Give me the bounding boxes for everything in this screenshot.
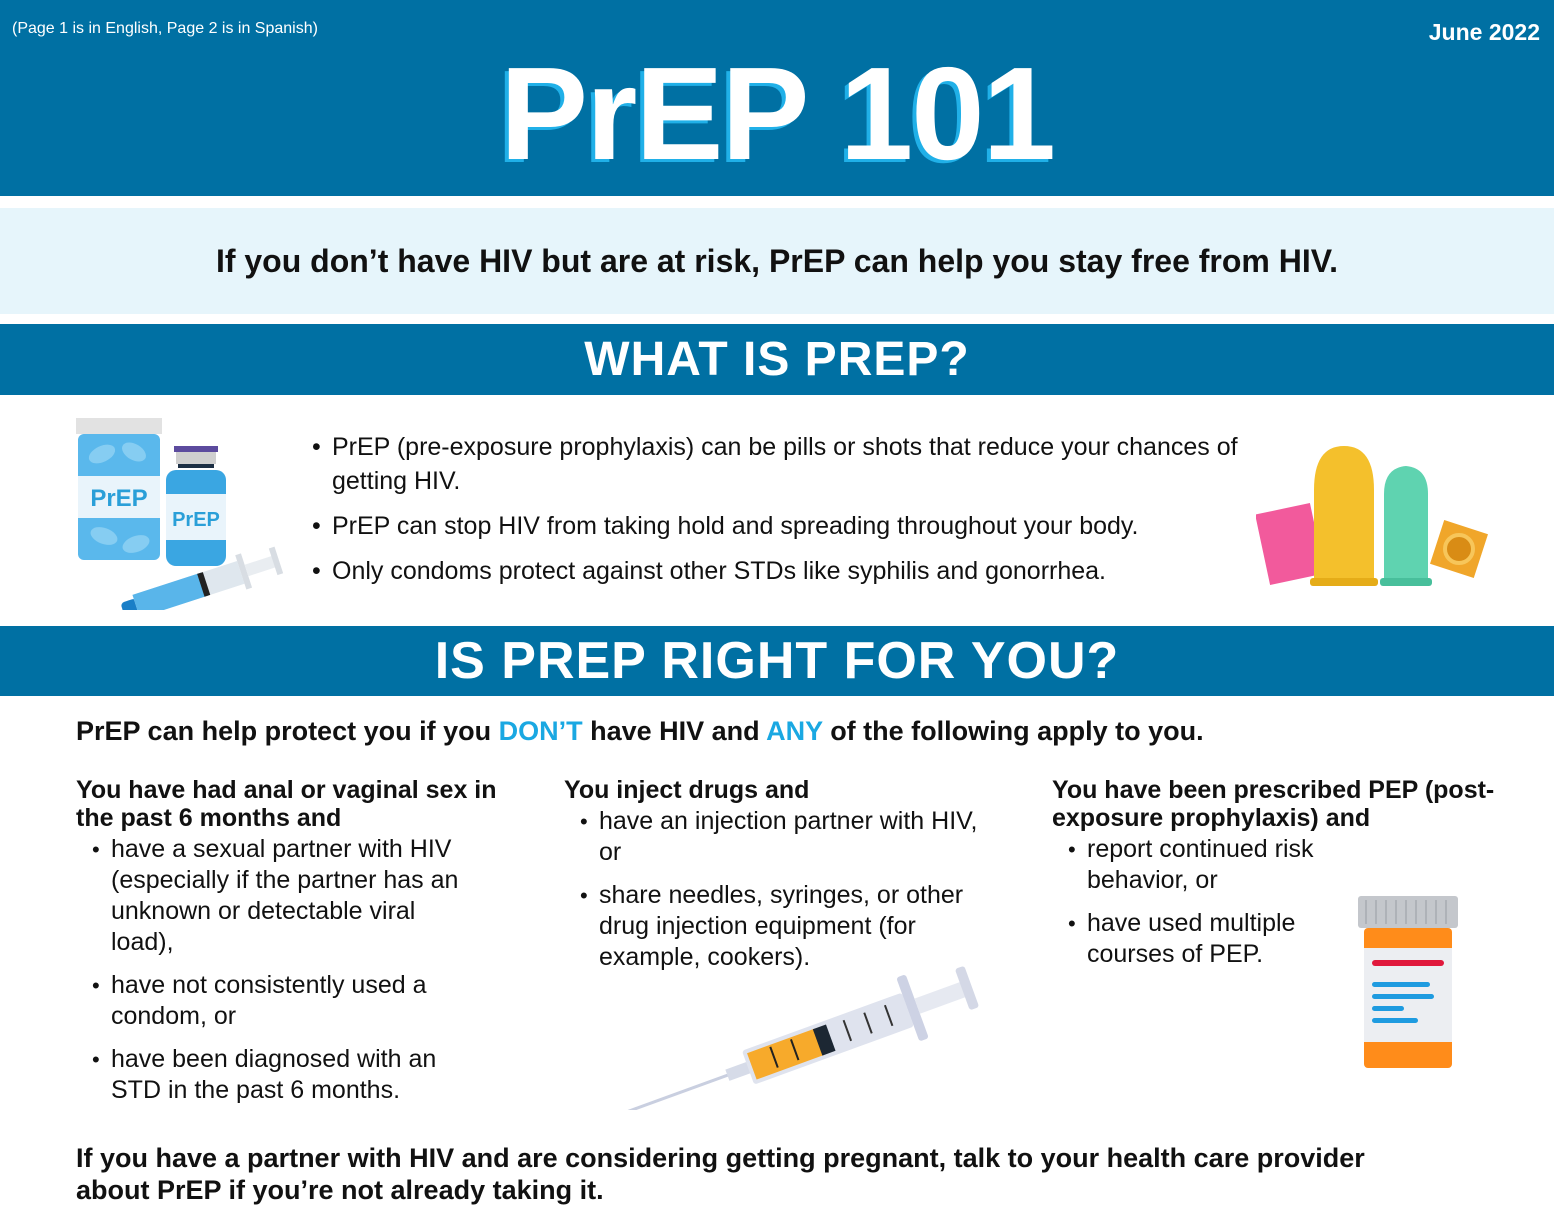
section-title: WHAT IS PREP? (584, 333, 970, 386)
list-item: • PrEP (pre-exposure prophylaxis) can be pills or shots that reduce your chances of getting HIV. (312, 430, 1252, 498)
tagline-band (0, 208, 1554, 314)
language-note: (Page 1 is in English, Page 2 is in Spanish) (12, 20, 318, 37)
pregnancy-note: If you have a partner with HIV and are considering getting pregnant, talk to your health care provider about PrEP if you’re not already taking it. (76, 1143, 1365, 1205)
list-item: • share needles, syringes, or other drug injection equipment (for example, cookers). (580, 880, 980, 973)
section-title: IS PREP RIGHT FOR YOU? (434, 632, 1120, 690)
list-item: • PrEP can stop HIV from taking hold and spreading throughout your body. (312, 509, 1252, 543)
pill-bottle-icon (1356, 892, 1460, 1072)
page-title: PrEP 101 (499, 40, 1055, 187)
list-item: • Only condoms protect against other STDs like syphilis and gonorrhea. (312, 554, 1252, 588)
highlight-dont: DON’T (498, 716, 583, 746)
column-heading: You inject drugs and (564, 776, 810, 804)
list-item: • report continued risk behavior, or (1068, 834, 1368, 896)
eligibility-intro (76, 716, 1204, 747)
list-item: • have been diagnosed with an STD in the past 6 months. (92, 1044, 472, 1106)
section-header-is-prep-right (0, 626, 1554, 696)
list-item: • have not consistently used a condom, or (92, 970, 472, 1032)
condoms-icon (1256, 440, 1492, 590)
intro-text: have HIV and (582, 716, 767, 746)
intro-text: of the following apply to you. (822, 716, 1204, 746)
svg-text:PrEP: PrEP (90, 485, 148, 512)
highlight-any: ANY (766, 716, 823, 746)
list-item: • have a sexual partner with HIV (especially if the partner has an unknown or detectable viral load), (92, 834, 482, 958)
intro-text: PrEP can help protect you if you (76, 716, 499, 746)
criteria-column-inject (564, 776, 1024, 985)
column-heading: You have been prescribed PEP (post-exposure prophylaxis) and (1052, 776, 1495, 832)
column-heading: You have had anal or vaginal sex in the past 6 months and (76, 776, 497, 832)
tagline-text: If you don’t have HIV but are at risk, PrEP can help you stay free from HIV. (215, 242, 1339, 279)
syringe-icon (600, 960, 1000, 1110)
what-is-prep-list (312, 430, 1252, 599)
list-item: • have used multiple courses of PEP. (1068, 908, 1338, 970)
publication-date: June 2022 (1428, 19, 1540, 45)
criteria-list (92, 834, 536, 1106)
svg-text:PrEP: PrEP (172, 509, 220, 531)
header-banner (0, 0, 1554, 196)
criteria-list (580, 806, 1024, 973)
section-header-what-is-prep (0, 324, 1554, 395)
list-item: • have an injection partner with HIV, or (580, 806, 980, 868)
prep-medication-icon (72, 414, 292, 610)
criteria-column-sex (76, 776, 536, 1118)
